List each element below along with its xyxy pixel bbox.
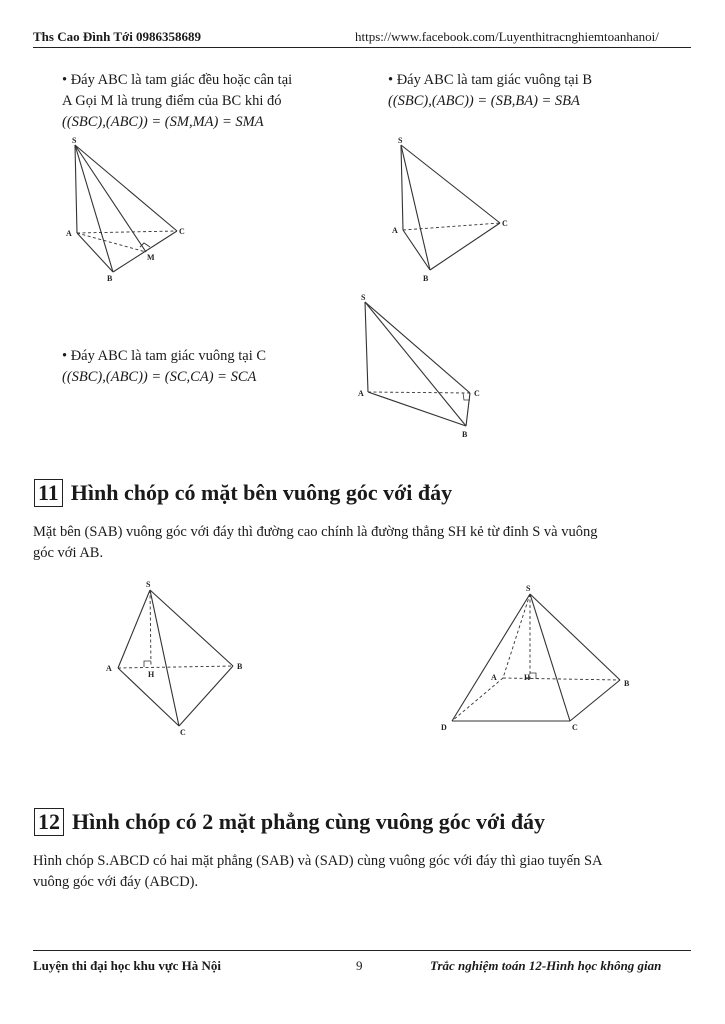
label-c: C	[180, 728, 186, 737]
edge-sb	[150, 590, 233, 666]
section-11-body-line1: Mặt bên (SAB) vuông góc với đáy thì đường cao chính là đường thẳng SH kẻ từ đỉnh S và vuông	[33, 524, 598, 540]
edge-ac	[368, 392, 470, 393]
edge-bc	[466, 393, 470, 426]
edge-sc	[365, 302, 470, 393]
footer-left: Luyện thi đại học khu vực Hà Nội	[33, 958, 222, 973]
header-author: Ths Cao Đình Tới 0986358689	[33, 29, 202, 44]
section-12-title: Hình chóp có 2 mặt phẳng cùng vuông góc với đáy	[72, 809, 546, 834]
edge-sa	[401, 145, 403, 230]
label-s: S	[526, 584, 531, 593]
edge-sm	[75, 145, 146, 252]
label-d: D	[441, 723, 447, 732]
label-a: A	[66, 229, 72, 238]
edge-bc	[430, 223, 500, 270]
section-12-body	[33, 851, 693, 893]
edge-sc	[150, 590, 179, 726]
header-facebook-link[interactable]: https://www.facebook.com/Luyenthitracnghiemtoanhanoi/	[355, 29, 659, 44]
edge-sd	[452, 594, 530, 721]
label-a: A	[358, 389, 364, 398]
edge-ab	[368, 392, 466, 426]
section-11-title: Hình chóp có mặt bên vuông góc với đáy	[70, 480, 453, 505]
section-11-heading	[34, 479, 452, 507]
label-h: H	[148, 670, 155, 679]
label-b: B	[107, 274, 113, 283]
label-b: B	[462, 430, 468, 439]
edge-sh	[150, 590, 151, 667]
section-12-body-line1: Hình chóp S.ABCD có hai mặt phẳng (SAB) và (SAD) cùng vuông góc với đáy thì giao tuyến SA	[33, 853, 603, 869]
figure-quadrilateral-pyramid	[435, 580, 635, 735]
label-a: A	[392, 226, 398, 235]
case-right-c-text	[62, 346, 352, 388]
label-c: C	[572, 723, 578, 732]
right-angle-mark	[140, 243, 150, 247]
label-s: S	[398, 136, 403, 145]
label-b: B	[237, 662, 243, 671]
figure-lateral-face-pyramid	[100, 578, 250, 738]
edge-sa	[118, 590, 150, 668]
case-isosceles-text	[62, 70, 382, 133]
label-c: C	[502, 219, 508, 228]
edge-ab	[403, 230, 430, 270]
figure-isosceles-pyramid	[55, 135, 195, 285]
edge-cb	[570, 680, 620, 721]
edge-ab	[503, 678, 620, 680]
label-m: M	[147, 253, 155, 262]
label-b: B	[423, 274, 429, 283]
figure-right-c-pyramid	[350, 290, 500, 445]
footer-right: Trắc nghiệm toán 12-Hình học không gian	[430, 958, 662, 973]
label-s: S	[72, 136, 77, 145]
edge-sb	[365, 302, 466, 426]
case-right-b-text	[388, 70, 688, 112]
label-s: S	[361, 293, 366, 302]
edge-sc	[75, 145, 177, 231]
edge-sa	[75, 145, 77, 233]
section-11-body	[33, 522, 693, 564]
edge-sa	[503, 594, 530, 678]
edge-ac	[403, 223, 500, 230]
case-isosceles-line1: • Đáy ABC là tam giác đều hoặc cân tại	[62, 72, 293, 88]
page-number: 9	[356, 958, 363, 973]
section-12-heading	[34, 808, 545, 836]
edge-sa	[365, 302, 368, 392]
section-12-number: 12	[34, 808, 64, 836]
label-h: H	[524, 673, 531, 682]
label-s: S	[146, 580, 151, 589]
edge-bc	[179, 666, 233, 726]
case-right-b-line2: ((SBC),(ABC)) = (SB,BA) = SBA	[388, 93, 580, 109]
case-right-c-line2: ((SBC),(ABC)) = (SC,CA) = SCA	[62, 369, 257, 385]
edge-ab	[118, 666, 233, 668]
header-rule	[33, 47, 691, 48]
footer-rule	[33, 950, 691, 951]
label-c: C	[474, 389, 480, 398]
edge-ad	[452, 678, 503, 721]
case-right-c-line1: • Đáy ABC là tam giác vuông tại C	[62, 348, 267, 364]
label-a: A	[491, 673, 497, 682]
label-a: A	[106, 664, 112, 673]
edge-ac	[77, 231, 177, 233]
label-c: C	[179, 227, 185, 236]
case-isosceles-line2: A Gọi M là trung điểm của BC khi đó	[62, 93, 282, 109]
edge-bc	[113, 231, 177, 272]
case-isosceles-line3: ((SBC),(ABC)) = (SM,MA) = SMA	[62, 114, 264, 130]
edge-sb	[75, 145, 113, 272]
section-11-number: 11	[34, 479, 63, 507]
case-right-b-line1: • Đáy ABC là tam giác vuông tại B	[388, 72, 593, 88]
figure-right-b-pyramid	[385, 135, 525, 290]
label-b: B	[624, 679, 630, 688]
section-12-body-line2: vuông góc với đáy (ABCD).	[33, 874, 199, 890]
section-11-body-line2: góc với AB.	[33, 545, 104, 561]
right-angle-mark	[144, 661, 151, 667]
